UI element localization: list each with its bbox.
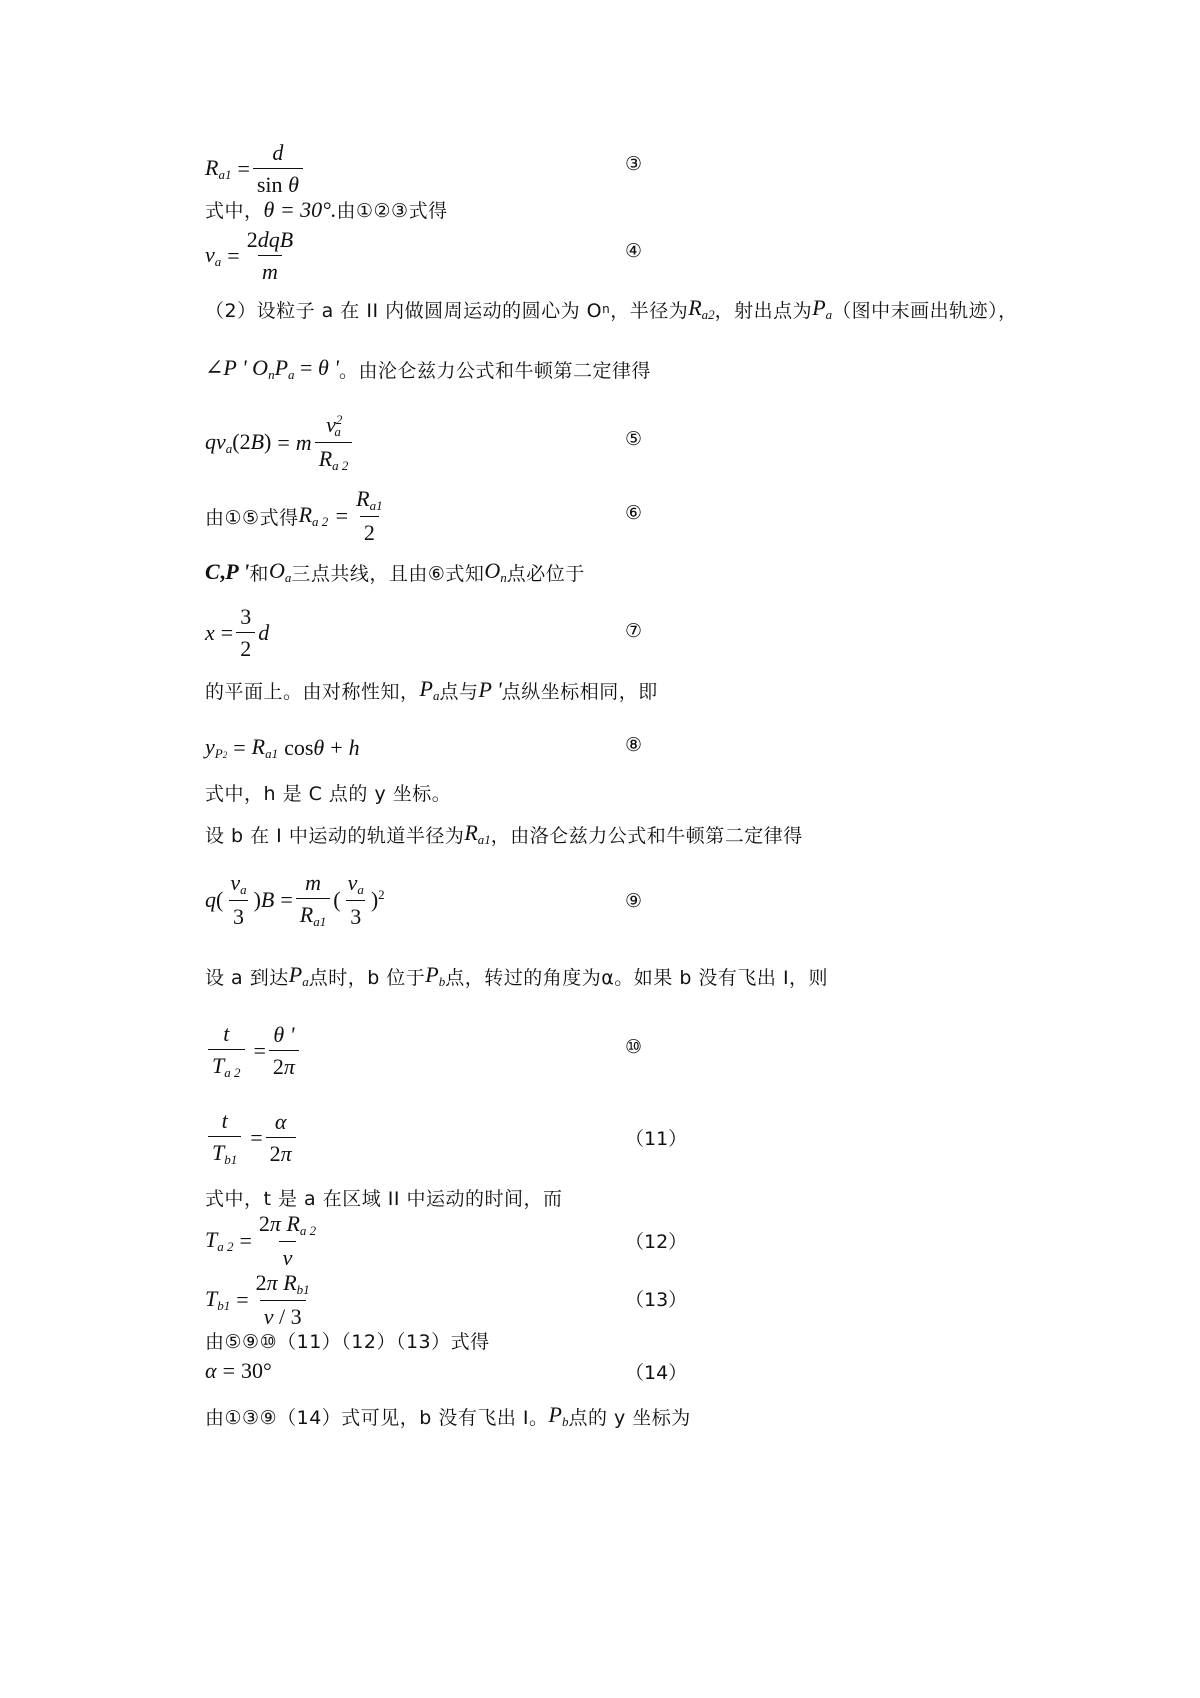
equation-number-9: ⑨ bbox=[625, 890, 643, 912]
text-line-9: 设 a 到达 $P_a$ 点时，b 位于 $P_b$ 点，转过的角度为α。如果 b 没有飞出 I，则 bbox=[205, 962, 829, 989]
text-segment: 设 a 到达 bbox=[205, 966, 289, 989]
text-segment: n bbox=[602, 302, 611, 316]
equation-11: $\frac{t}{T_{b1}}$ = $\frac{\alpha}{2\pi}$ bbox=[205, 1108, 299, 1168]
equation-5: $qv_a(2B)$ = m $\frac{v^2_a}{R_{a 2}}$ bbox=[205, 412, 355, 474]
text-segment: 。由沦仑兹力公式和牛顿第二定律得 bbox=[338, 359, 651, 382]
equation-number-11: （11） bbox=[625, 1128, 688, 1150]
text-line-1 bbox=[205, 196, 448, 223]
text-line-12: 由①③⑨（14）式可见，b 没有飞出 I。 $P_b$ 点的 y 坐标为 bbox=[205, 1402, 691, 1429]
text-line-3: ∠P ' $O_nP_a = \theta$ ' 。由沦仑兹力公式和牛顿第二定律得 bbox=[205, 355, 651, 382]
text-segment: 式中，h 是 C 点的 y 坐标。 bbox=[205, 783, 452, 805]
equation-number-12: （12） bbox=[625, 1231, 688, 1253]
text-line-10 bbox=[205, 1184, 563, 1211]
equation-3: $R_{a1}$ = $\frac{d}{\text{sin θ}}$ bbox=[205, 140, 306, 198]
equation-number-5: ⑤ bbox=[625, 428, 643, 450]
text-line-11 bbox=[205, 1327, 490, 1354]
text-segment: 点纵坐标相同，即 bbox=[501, 680, 658, 703]
text-line-5: C,P ' 和 $O_a$ 三点共线，且由⑥式知 $O_n$ 点必位于 bbox=[205, 558, 585, 585]
text-line-6: 的平面上。由对称性知， $P_a$ 点与 P ' 点纵坐标相同，即 bbox=[205, 676, 658, 703]
equation-number-14: （14） bbox=[625, 1362, 688, 1384]
equation-number-10: ⑩ bbox=[625, 1036, 643, 1058]
equation-number-8: ⑧ bbox=[625, 734, 643, 756]
equation-14: α = 30° bbox=[205, 1358, 272, 1383]
equation-4: $v_a$ = $\frac{\text{2dqB}}{m}$ bbox=[205, 227, 294, 284]
equation-9: q( $\frac{v_a}{3}$ )B = $\frac{m}{R_{a1}}$ ( $\frac{v_a}{3}$ )$^2$ bbox=[205, 870, 385, 929]
text-segment: ，由洛仑兹力公式和牛顿第二定律得 bbox=[490, 824, 803, 847]
text-segment: 点，转过的角度为α。如果 b 没有飞出 I，则 bbox=[445, 966, 829, 989]
text-line-2: （2）设粒子 a 在 II 内做圆周运动的圆心为 O n ，半径为 $R_{a2}$ ，射出点为 $P_a$ （图中末画出轨迹）， bbox=[205, 295, 1018, 322]
equation-8: $y_{P2}$ = $R_{a1}$ cos θ + h bbox=[205, 734, 360, 761]
text-segment: 式中， bbox=[205, 200, 264, 222]
text-segment: 设 b 在 I 中运动的轨道半径为 bbox=[205, 824, 465, 847]
text-segment: 由①③⑨（14）式可见，b 没有飞出 I。 bbox=[205, 1406, 549, 1429]
text-segment: 由⑤⑨⑩（11）（12）（13）式得 bbox=[205, 1331, 490, 1353]
text-segment: （2）设粒子 a 在 II 内做圆周运动的圆心为 O bbox=[205, 299, 603, 322]
text-segment: ，半径为 bbox=[610, 299, 689, 322]
text-line-8: 设 b 在 I 中运动的轨道半径为 $R_{a1}$ ，由洛仑兹力公式和牛顿第二定律得 bbox=[205, 820, 803, 847]
inline-equation: θ = 30°. bbox=[263, 196, 337, 222]
equation-number-13: （13） bbox=[625, 1289, 688, 1311]
equation-number-4: ④ bbox=[625, 240, 643, 262]
equation-number-6: ⑥ bbox=[625, 502, 643, 524]
equation-6: 由①⑤式得 $R_{a 2}$ = $\frac{R_{a1}}{2}$ bbox=[205, 486, 383, 545]
text-segment: 式中，t 是 a 在区域 II 中运动的时间，而 bbox=[205, 1188, 563, 1210]
text-line-7 bbox=[205, 779, 451, 806]
equation-7: x = $\frac{3}{2}$ d bbox=[205, 604, 270, 661]
text-segment: 点的 y 坐标为 bbox=[568, 1406, 691, 1429]
equation-12: $T_{a 2}$ = $\frac{2\pi R_{a 2}}{v}$ bbox=[205, 1211, 317, 1270]
text-segment: 点时，b 位于 bbox=[308, 966, 426, 989]
equation-13: $T_{b1}$ = $\frac{2\pi R_{b1}}{v / 3}$ bbox=[205, 1270, 310, 1329]
equation-number-3: ③ bbox=[625, 153, 643, 175]
text-segment: 点与 bbox=[439, 680, 479, 703]
text-segment: 和 bbox=[249, 562, 269, 585]
text-segment: （图中末画出轨迹）， bbox=[832, 299, 1018, 322]
text-segment: 由①②③式得 bbox=[336, 200, 448, 222]
text-segment: 点必位于 bbox=[506, 562, 585, 585]
text-segment: 的平面上。由对称性知， bbox=[205, 680, 420, 703]
text-segment: ，射出点为 bbox=[714, 299, 813, 322]
equation-number-7: ⑦ bbox=[625, 620, 643, 642]
equation-10: $\frac{t}{T_{a 2}}$ = $\frac{\theta '}{2\pi}$ bbox=[205, 1021, 302, 1081]
text-segment: 由①⑤式得 bbox=[205, 506, 299, 529]
text-segment: 三点共线，且由⑥式知 bbox=[291, 562, 485, 585]
